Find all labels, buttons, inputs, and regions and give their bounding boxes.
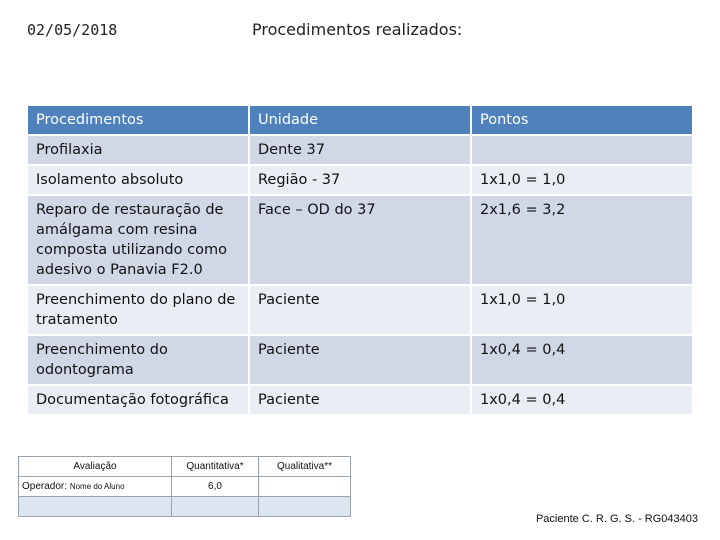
table-cell: Paciente: [249, 335, 471, 385]
operator-name: Nome do Aluno: [69, 482, 125, 491]
patient-footer: Paciente C. R. G. S. - RG043403: [535, 513, 698, 525]
table-cell: Documentação fotográfica: [28, 385, 249, 415]
procedures-table: [28, 106, 694, 416]
evaluation-table: [18, 456, 351, 517]
operator-label: Operador:: [22, 481, 68, 492]
quantitative-score: 6,0: [172, 477, 259, 497]
evaluation-empty-row: [19, 497, 351, 517]
table-row: [28, 285, 693, 335]
table-row: [28, 135, 693, 165]
table-header-row: [28, 106, 693, 135]
table-row: [28, 195, 693, 285]
table-cell: Profilaxia: [28, 135, 249, 165]
column-header: Procedimentos: [28, 106, 249, 135]
empty-cell: [259, 497, 351, 517]
empty-cell: [172, 497, 259, 517]
quantitative-header: Quantitativa*: [172, 457, 259, 477]
date-label: 02/05/2018: [27, 21, 118, 39]
evaluation-header-row: [19, 457, 351, 477]
table-cell: 1x1,0 = 1,0: [471, 285, 693, 335]
evaluation-operator-row: [19, 477, 351, 497]
table-cell: Paciente: [249, 385, 471, 415]
table-cell: 2x1,6 = 3,2: [471, 195, 693, 285]
evaluation-header: Avaliação: [19, 457, 172, 477]
table-cell: 1x0,4 = 0,4: [471, 335, 693, 385]
table-cell: Isolamento absoluto: [28, 165, 249, 195]
empty-cell: [19, 497, 172, 517]
table-cell: Preenchimento do plano de tratamento: [28, 285, 249, 335]
table-row: [28, 385, 693, 415]
qualitative-header: Qualitativa**: [259, 457, 351, 477]
table-cell: Reparo de restauração de amálgama com resina composta utilizando como adesivo o Panavia F2.0: [28, 195, 249, 285]
table-cell: 1x1,0 = 1,0: [471, 165, 693, 195]
table-cell: Preenchimento do odontograma: [28, 335, 249, 385]
table-row: [28, 165, 693, 195]
qualitative-score: [259, 477, 351, 497]
table-cell: 1x0,4 = 0,4: [471, 385, 693, 415]
table-cell: Dente 37: [249, 135, 471, 165]
table-row: [28, 335, 693, 385]
table-cell: Paciente: [249, 285, 471, 335]
operator-cell: [19, 477, 172, 497]
column-header: Pontos: [471, 106, 693, 135]
column-header: Unidade: [249, 106, 471, 135]
table-cell: Face – OD do 37: [249, 195, 471, 285]
page-title: Procedimentos realizados:: [252, 20, 463, 39]
table-cell: [471, 135, 693, 165]
table-cell: Região - 37: [249, 165, 471, 195]
